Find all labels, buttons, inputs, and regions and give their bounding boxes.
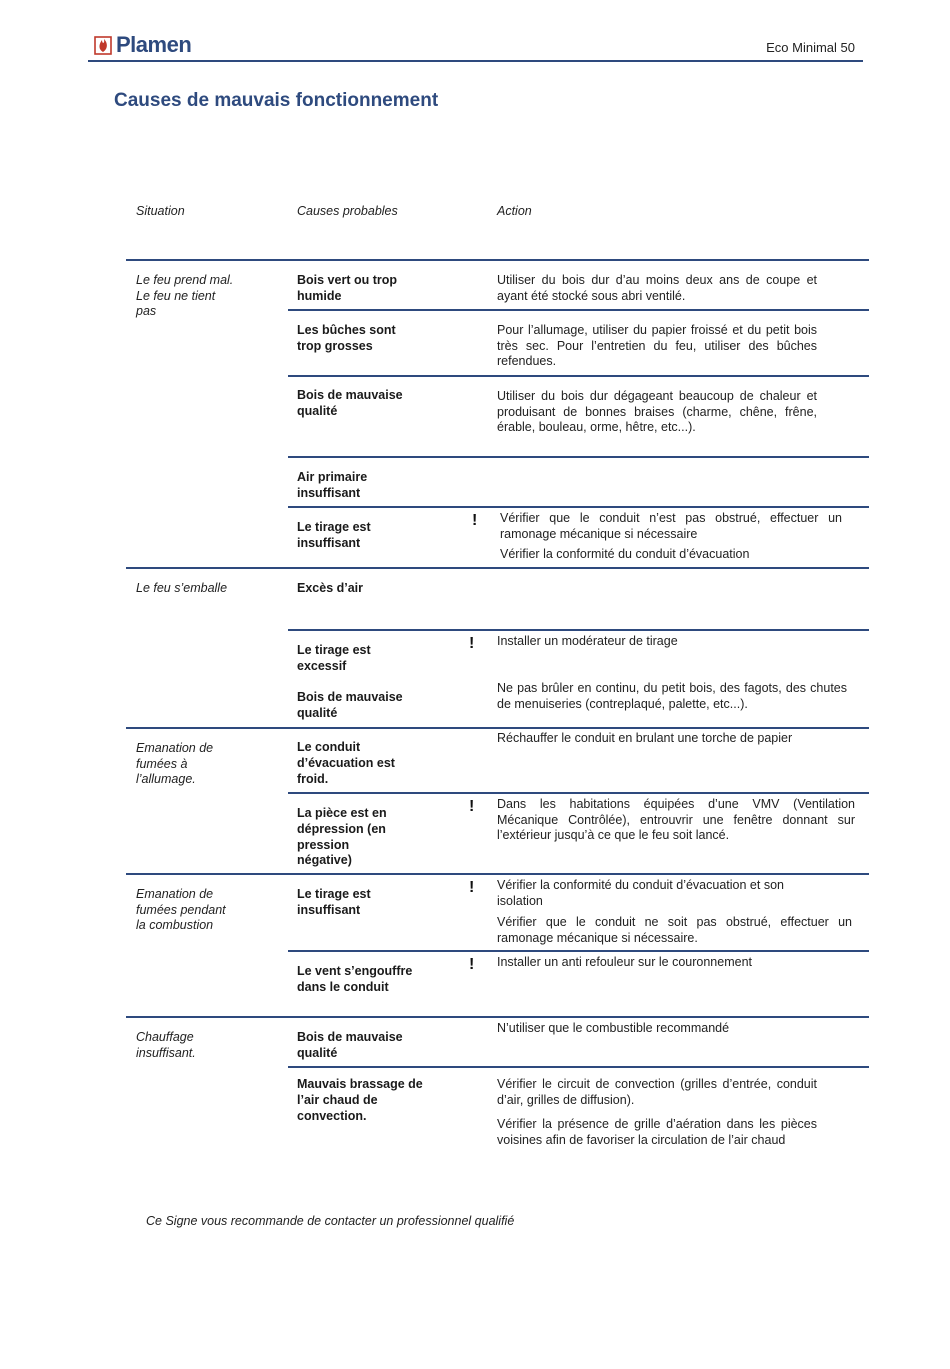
row-divider [288, 309, 869, 311]
page-title: Causes de mauvais fonctionnement [114, 90, 439, 111]
footnote: Ce Signe vous recommande de contacter un professionnel qualifié [146, 1214, 515, 1228]
cause-cell: Bois de mauvaise qualité [297, 1030, 403, 1060]
row-divider [288, 950, 869, 952]
warning-icon: ! [469, 879, 475, 896]
action-cell: Utiliser du bois dur dégageant beaucoup de chaleur et produisant de bonnes braises (charme, chêne, frêne, érable, bouleau, orme, hêtre, etc...). [497, 389, 817, 434]
cause-cell: Excès d’air [297, 581, 364, 595]
warning-icon: ! [469, 956, 475, 973]
action-cell: Vérifier la conformité du conduit d’évacuation et son isolation [497, 878, 784, 908]
action-cell: Installer un anti refouleur sur le couronnement [497, 955, 753, 969]
brand-logo [94, 32, 191, 58]
action-cell: N’utiliser que le combustible recommandé [497, 1021, 730, 1035]
action-cell: Vérifier la conformité du conduit d’évacuation [500, 547, 750, 561]
row-divider [288, 506, 869, 508]
row-divider [126, 1016, 869, 1018]
action-cell: Vérifier le circuit de convection (grilles d’entrée, conduit d’air, grilles de diffusion). [497, 1077, 817, 1107]
cause-cell: Le vent s’engouffre dans le conduit [297, 964, 413, 994]
action-cell: Dans les habitations équipées d’une VMV (Ventilation Mécanique Contrôlée), entrouvrir une fenêtre donnant sur l’extérieur jusqu’à ce que le feu soit lancé. [497, 797, 855, 842]
row-divider [288, 375, 869, 377]
row-divider [126, 567, 869, 569]
cause-cell: Le tirage est insuffisant [297, 887, 371, 917]
page-header [88, 30, 863, 62]
brand-name: Plamen [116, 32, 192, 57]
situation-cell: Emanation de fumées pendant la combustion [136, 887, 226, 932]
document-name: Eco Minimal 50 [766, 40, 855, 55]
cause-cell: Bois de mauvaise qualité [297, 388, 403, 418]
cause-cell: Mauvais brassage de l’air chaud de convection. [297, 1077, 423, 1123]
cause-cell: Air primaire insuffisant [297, 470, 368, 500]
situation-cell: Chauffage insuffisant. [136, 1030, 196, 1060]
situation-cell: Le feu s’emballe [136, 581, 228, 595]
action-cell: Vérifier que le conduit ne soit pas obstrué, effectuer un ramonage mécanique si nécessaire. [497, 915, 852, 945]
column-header-action: Action [497, 204, 532, 218]
column-header-causes: Causes probables [297, 204, 398, 218]
flame-logo-icon [94, 35, 112, 55]
warning-icon: ! [469, 635, 475, 652]
row-divider [288, 456, 869, 458]
column-header-situation: Situation [136, 204, 185, 218]
cause-cell: Les bûches sont trop grosses [297, 323, 396, 353]
cause-cell: Le conduit d’évacuation est froid. [297, 740, 395, 786]
row-divider [288, 792, 869, 794]
row-divider [288, 1066, 869, 1068]
warning-icon: ! [469, 798, 475, 815]
cause-cell: La pièce est en dépression (en pression négative) [297, 806, 387, 868]
action-cell: Ne pas brûler en continu, du petit bois, des fagots, des chutes de menuiseries (contreplaqué, palette, etc...). [497, 681, 847, 711]
action-cell: Réchauffer le conduit en brulant une torche de papier [497, 731, 793, 745]
cause-cell: Bois vert ou trop humide [297, 273, 398, 303]
action-cell: Installer un modérateur de tirage [497, 634, 678, 648]
cause-cell: Bois de mauvaise qualité [297, 690, 403, 720]
action-cell: Pour l’allumage, utiliser du papier froissé et du petit bois très sec. Pour l’entretien du feu, utiliser des bûches refendues. [497, 323, 817, 368]
row-divider [126, 873, 869, 875]
action-cell: Vérifier la présence de grille d’aération dans les pièces voisines afin de favoriser la circulation de l’air chaud [497, 1117, 817, 1147]
row-divider [126, 727, 869, 729]
row-divider [288, 629, 869, 631]
action-cell: Utiliser du bois dur d’au moins deux ans de coupe et ayant été stocké sous abri ventilé. [497, 273, 817, 303]
situation-cell: Le feu prend mal. Le feu ne tient pas [136, 273, 234, 318]
row-divider [126, 259, 869, 261]
cause-cell: Le tirage est excessif [297, 643, 371, 673]
warning-icon: ! [472, 512, 478, 529]
cause-cell: Le tirage est insuffisant [297, 520, 371, 550]
action-cell: Vérifier que le conduit n’est pas obstrué, effectuer un ramonage mécanique si nécessaire [500, 511, 842, 541]
situation-cell: Emanation de fumées à l’allumage. [136, 741, 214, 786]
